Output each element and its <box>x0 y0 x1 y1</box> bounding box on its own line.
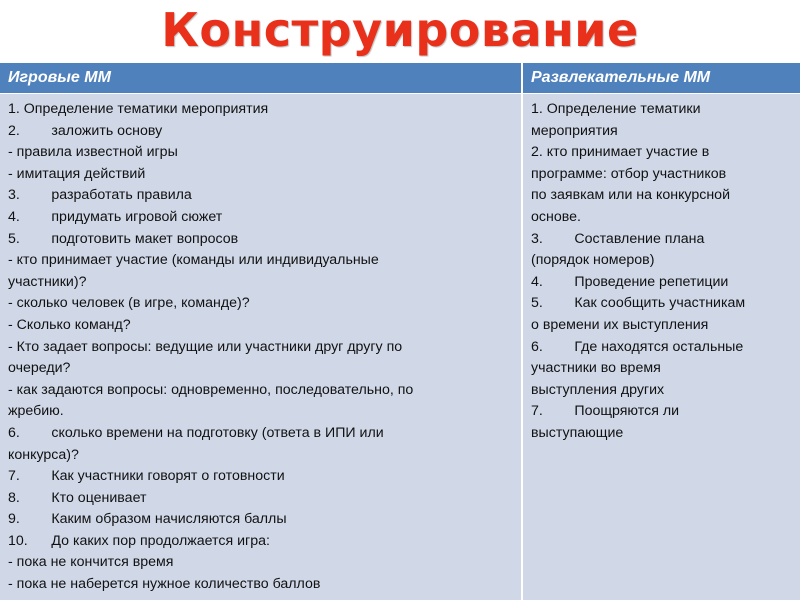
table-line: 4. придумать игровой сюжет <box>8 208 223 225</box>
table-line: жребию. <box>8 403 64 420</box>
comparison-table <box>0 63 800 600</box>
table-line: 6. сколько времени на подготовку (ответа в ИПИ или <box>8 424 384 441</box>
column-header-game <box>0 63 523 93</box>
table-line: (порядок номеров) <box>531 252 655 269</box>
entertainment-column-cell <box>523 94 800 600</box>
slide-title: Конструирование <box>161 3 639 57</box>
table-line: 6. Где находятся остальные <box>531 338 744 355</box>
table-line: 8. Кто оценивает <box>8 489 147 506</box>
table-line: - Кто задает вопросы: ведущие или участники друг другу по <box>8 338 403 355</box>
table-line: 9. Каким образом начисляются баллы <box>8 511 287 528</box>
table-line: - пока не наберется нужное количество баллов <box>8 576 321 593</box>
table-line: конкурса)? <box>8 446 79 463</box>
column-header-entertainment <box>523 63 800 93</box>
table-line: основе. <box>531 208 581 225</box>
table-line: 4. Проведение репетиции <box>531 273 729 290</box>
table-line: - правила известной игры <box>8 144 178 161</box>
entertainment-steps-list <box>523 94 800 445</box>
table-line: 3. Составление плана <box>531 230 705 247</box>
table-line: программе: отбор участников <box>531 165 727 182</box>
game-steps-list <box>0 94 521 596</box>
table-line: 3. разработать правила <box>8 187 192 204</box>
column-header-label: Развлекательные ММ <box>531 69 711 86</box>
table-line: - Сколько команд? <box>8 316 131 333</box>
table-line: 2. кто принимает участие в <box>531 144 710 161</box>
table-line: - сколько человек (в игре, команде)? <box>8 295 250 312</box>
game-column-cell <box>0 94 523 600</box>
table-line: - имитация действий <box>8 165 146 182</box>
table-line: о времени их выступления <box>531 316 709 333</box>
table-line: 1. Определение тематики мероприятия <box>8 101 269 117</box>
table-line: 2. заложить основу <box>8 122 163 139</box>
table-line: по заявкам или на конкурсной <box>531 187 730 204</box>
table-line: - как задаются вопросы: одновременно, последовательно, по <box>8 381 414 398</box>
table-line: 10. До каких пор продолжается игра: <box>8 532 270 549</box>
column-header-label: Игровые ММ <box>8 69 111 86</box>
table-line: 7. Поощряются ли <box>531 403 680 420</box>
table-line: участники во время <box>531 360 661 377</box>
table-line: выступающие <box>531 424 624 441</box>
table-line: 1. Определение тематики <box>531 101 701 117</box>
table-line: выступления других <box>531 381 665 398</box>
table-line: участники)? <box>8 273 87 290</box>
table-line: 5. Как сообщить участникам <box>531 295 746 312</box>
table-line: мероприятия <box>531 122 618 139</box>
table-line: 5. подготовить макет вопросов <box>8 230 239 247</box>
table-line: 7. Как участники говорят о готовности <box>8 468 285 485</box>
table-line: - пока не кончится время <box>8 554 174 571</box>
table-line: - кто принимает участие (команды или индивидуальные <box>8 252 379 269</box>
table-line: очереди? <box>8 360 71 377</box>
